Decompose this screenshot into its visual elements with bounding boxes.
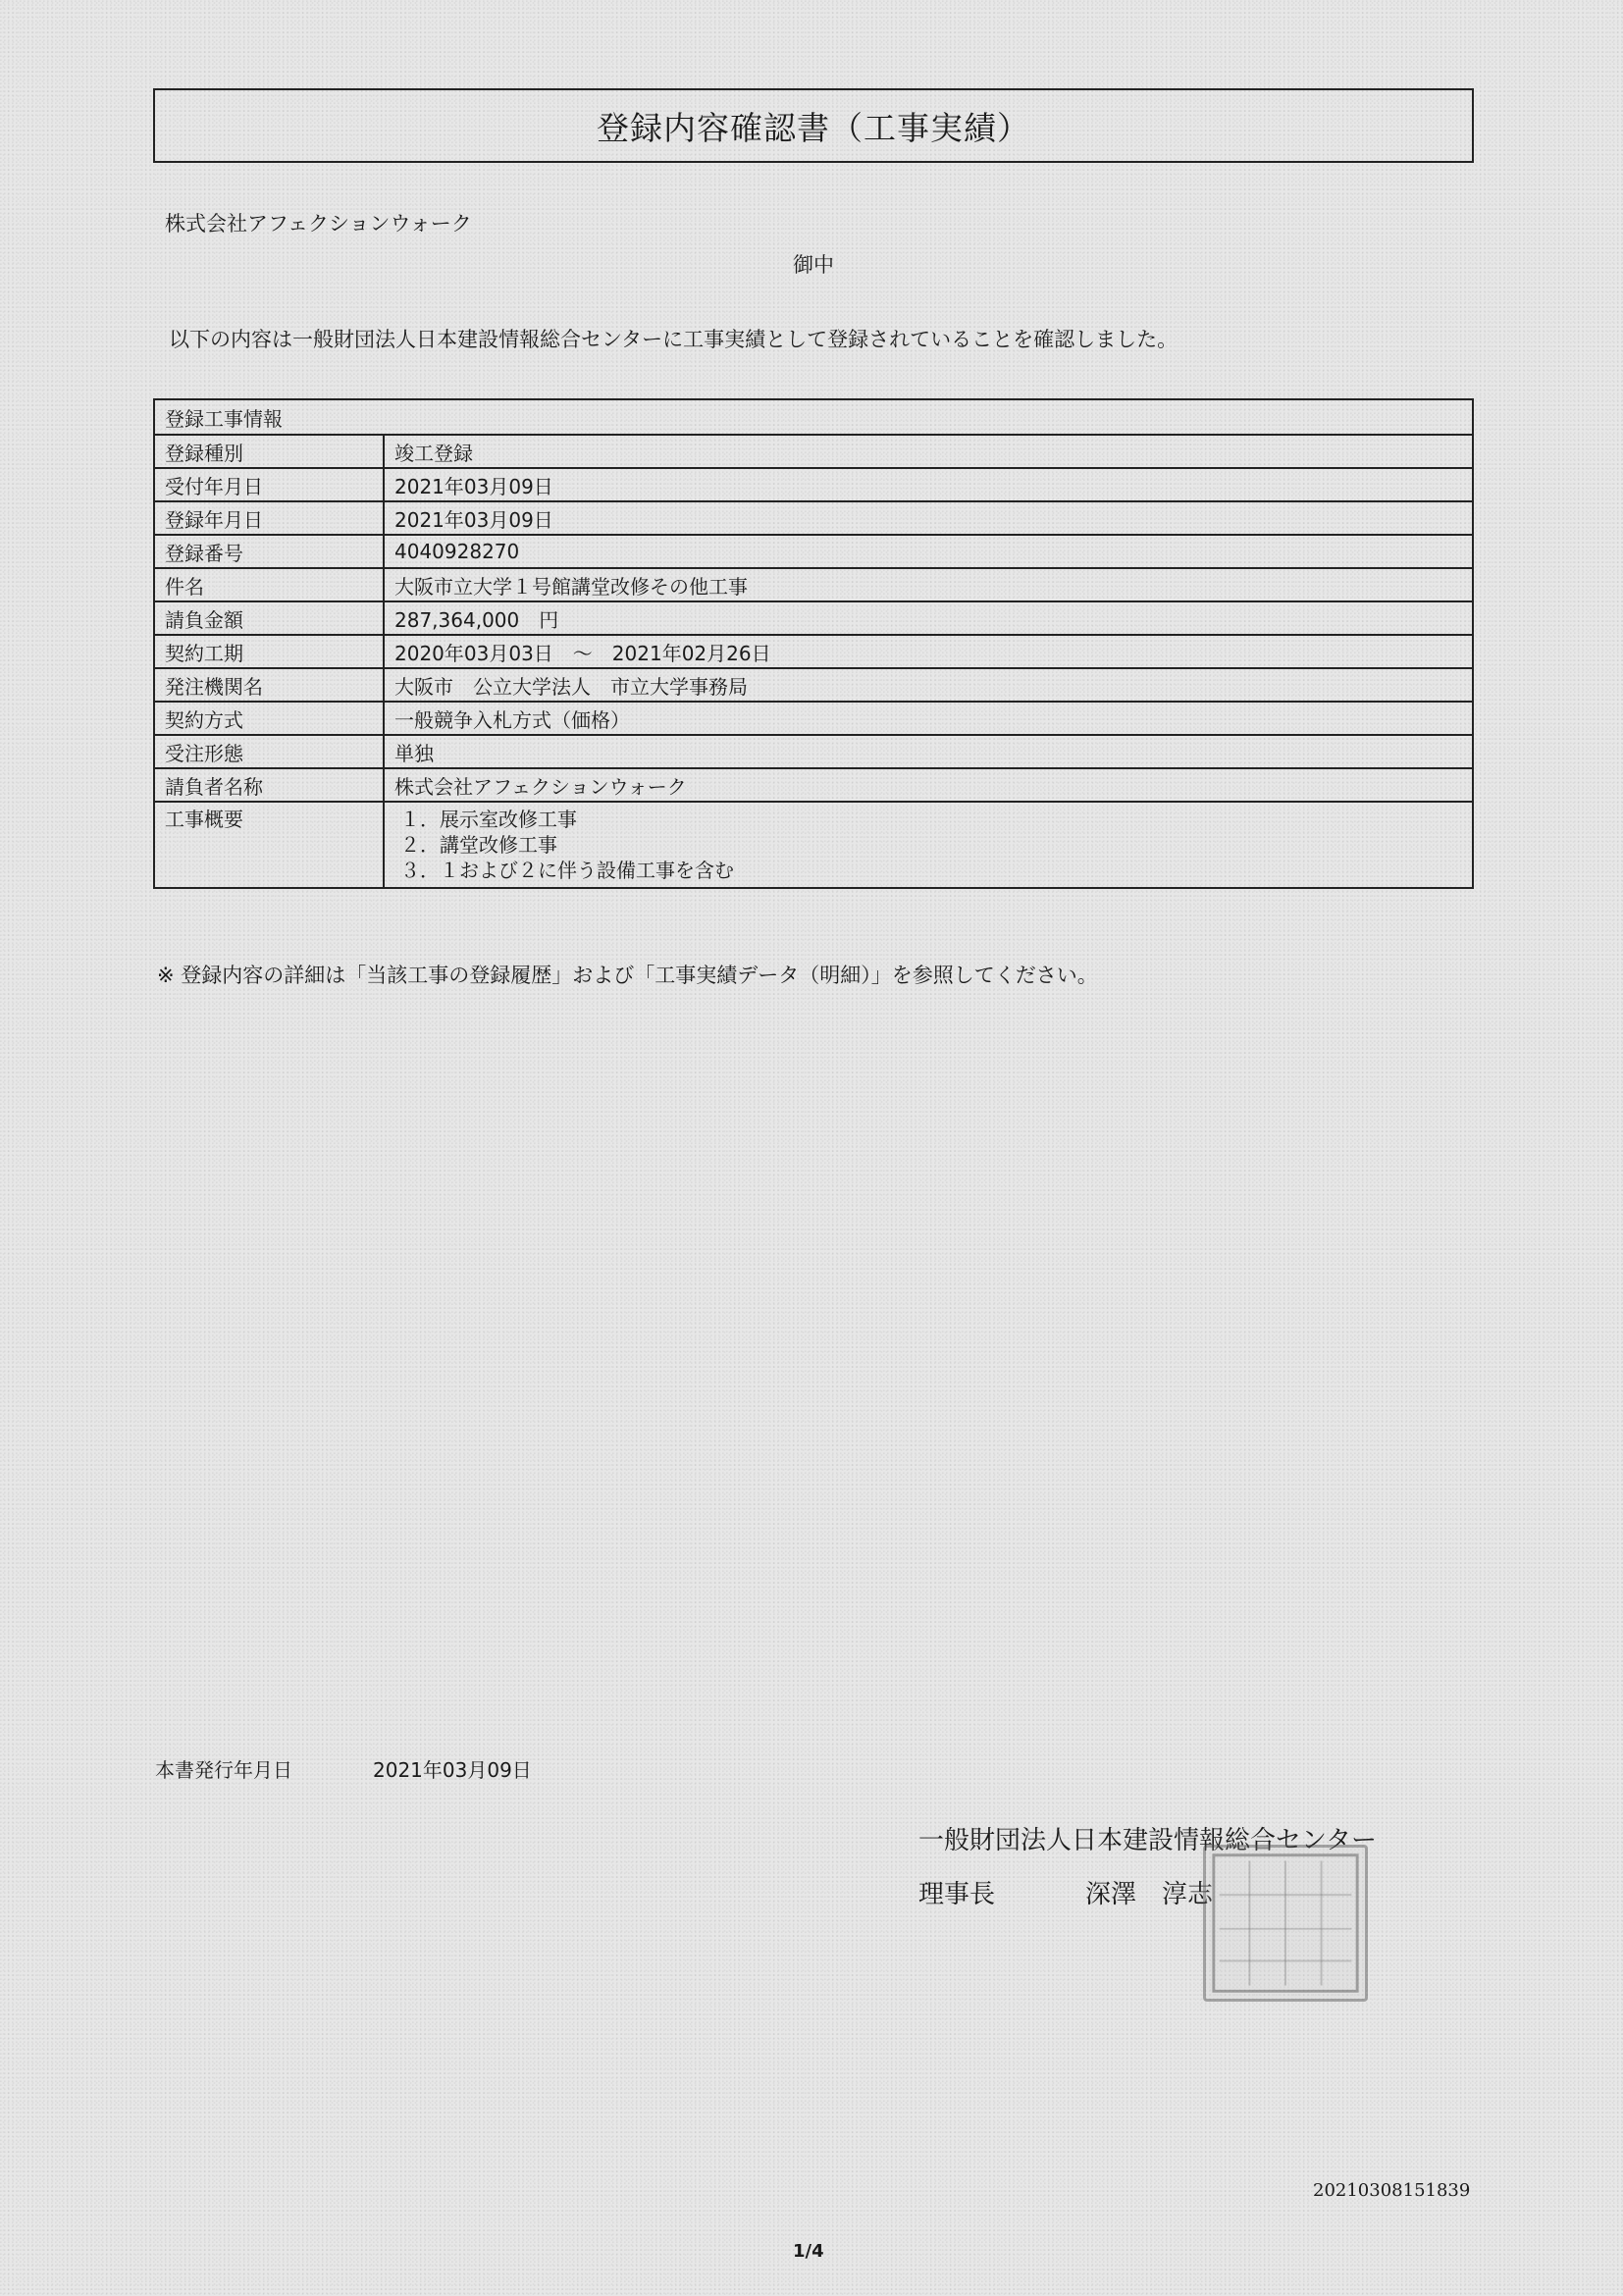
row-value-project-summary <box>384 802 1473 888</box>
row-label-registration-type: 登録種別 <box>154 435 384 468</box>
document-number: 20210308151839 <box>1313 2180 1471 2201</box>
table-header: 登録工事情報 <box>154 399 1473 435</box>
row-value-registration-number: 4040928270 <box>384 535 1473 568</box>
table-row <box>154 468 1473 501</box>
summary-line: １．展示室改修工事 <box>400 808 577 831</box>
issue-date-value: 2021年03月09日 <box>373 1758 532 1782</box>
table-row <box>154 435 1473 468</box>
summary-line: ２．講堂改修工事 <box>400 833 557 857</box>
row-label-project-summary: 工事概要 <box>154 802 384 888</box>
row-label-project-name: 件名 <box>154 568 384 601</box>
row-label-ordering-agency: 発注機関名 <box>154 668 384 702</box>
row-label-contractor-name: 請負者名称 <box>154 768 384 802</box>
row-value-contract-amount: 287,364,000 円 <box>384 601 1473 635</box>
row-value-ordering-agency: 大阪市 公立大学法人 市立大学事務局 <box>384 668 1473 702</box>
issue-date-label: 本書発行年月日 <box>155 1758 292 1782</box>
table-row <box>154 802 1473 888</box>
row-value-contract-period: 2020年03月03日 ～ 2021年02月26日 <box>384 635 1473 668</box>
registration-info-table <box>153 398 1474 889</box>
chairman-name: 深澤 淳志 <box>1085 1880 1214 1909</box>
table-row <box>154 702 1473 735</box>
summary-line: ３．１および２に伴う設備工事を含む <box>400 859 734 882</box>
chairman-title: 理事長 <box>918 1880 996 1909</box>
details-note: ※ 登録内容の詳細は「当該工事の登録履歴」および「工事実績データ（明細）」を参照してください。 <box>157 964 1098 987</box>
table-row <box>154 668 1473 702</box>
table-row <box>154 601 1473 635</box>
table-header-row <box>154 399 1473 435</box>
page-number: 1/4 <box>793 2241 824 2262</box>
row-value-order-form: 単独 <box>384 735 1473 768</box>
row-value-registration-type: 竣工登録 <box>384 435 1473 468</box>
row-label-contract-period: 契約工期 <box>154 635 384 668</box>
table-row <box>154 768 1473 802</box>
row-label-registration-date: 登録年月日 <box>154 501 384 535</box>
table-row <box>154 635 1473 668</box>
row-label-receipt-date: 受付年月日 <box>154 468 384 501</box>
row-label-contract-method: 契約方式 <box>154 702 384 735</box>
recipient-honorific: 御中 <box>793 253 834 277</box>
row-value-contract-method: 一般競争入札方式（価格） <box>384 702 1473 735</box>
table-row <box>154 535 1473 568</box>
seal-icon <box>1206 1848 1365 1999</box>
row-value-contractor-name: 株式会社アフェクションウォーク <box>384 768 1473 802</box>
row-label-contract-amount: 請負金額 <box>154 601 384 635</box>
issuing-organization: 一般財団法人日本建設情報総合センター <box>918 1826 1377 1855</box>
row-label-registration-number: 登録番号 <box>154 535 384 568</box>
confirmation-statement: 以下の内容は一般財団法人日本建設情報総合センターに工事実績として登録されていることを確認しました。 <box>169 328 1178 351</box>
row-value-project-name: 大阪市立大学１号館講堂改修その他工事 <box>384 568 1473 601</box>
table-row <box>154 568 1473 601</box>
row-value-receipt-date: 2021年03月09日 <box>384 468 1473 501</box>
official-seal-stamp <box>1203 1845 1368 2002</box>
table-row <box>154 501 1473 535</box>
table-row <box>154 735 1473 768</box>
recipient-name: 株式会社アフェクションウォーク <box>165 212 472 235</box>
document-title: 登録内容確認書（工事実績） <box>153 88 1474 163</box>
row-value-registration-date: 2021年03月09日 <box>384 501 1473 535</box>
row-label-order-form: 受注形態 <box>154 735 384 768</box>
